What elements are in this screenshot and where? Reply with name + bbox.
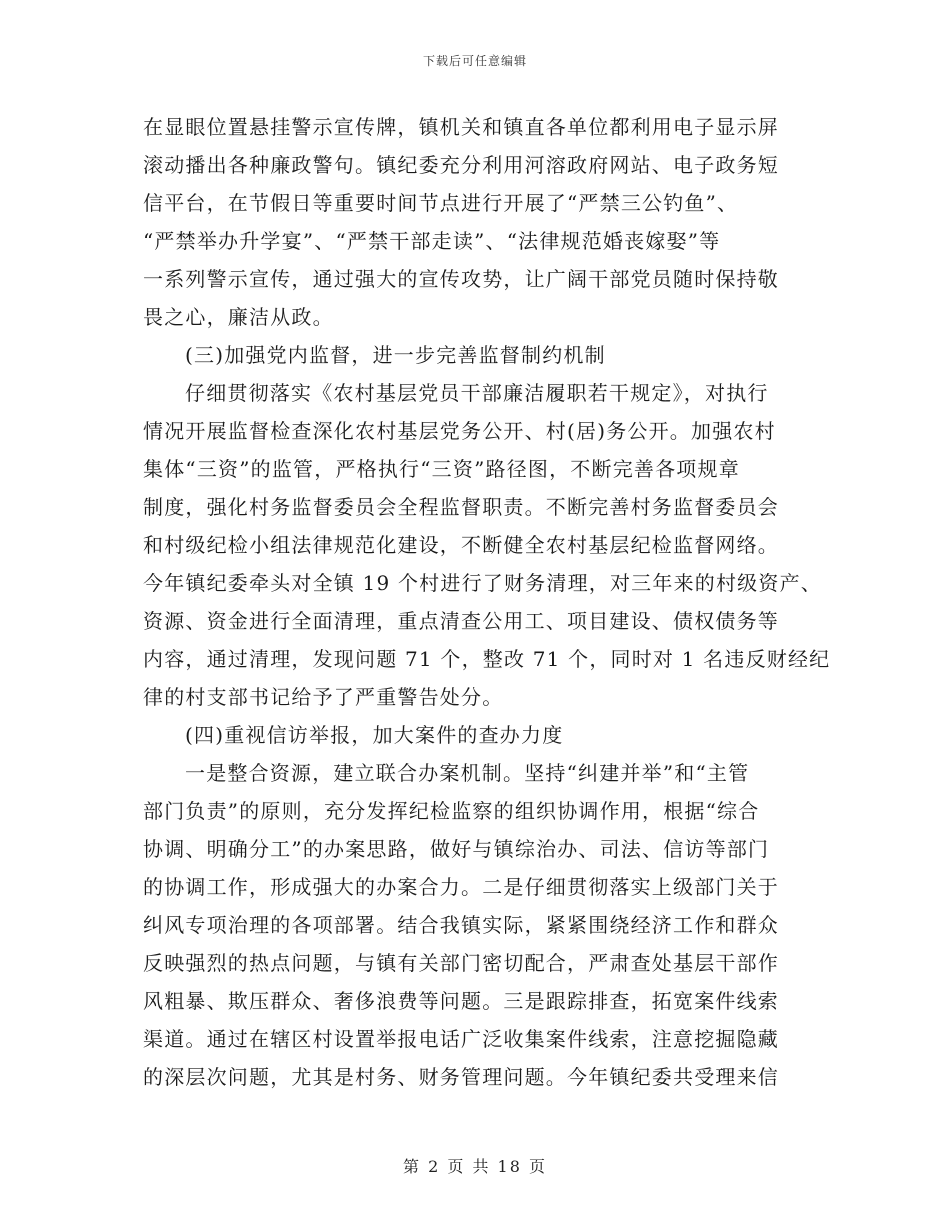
body-line: 资源、资金进行全面清理，重点清查公用工、项目建设、债权债务等 (143, 609, 779, 633)
body-line: “严禁举办升学宴”、“严禁干部走读”、“法律规范婚丧嫁娶”等 (143, 229, 721, 253)
section-heading: (四)重视信访举报，加大案件的查办力度 (185, 723, 564, 747)
page-header: 下载后可任意编辑 (422, 54, 527, 68)
body-line: 在显眼位置悬挂警示宣传牌，镇机关和镇直各单位都利用电子显示屏 (143, 115, 779, 139)
body-line: 滚动播出各种廉政警句。镇纪委充分利用河溶政府网站、电子政务短 (143, 153, 779, 177)
body-line: 的协调工作，形成强大的办案合力。二是仔细贯彻落实上级部门关于 (143, 875, 779, 899)
body-line: 今年镇纪委牵头对全镇 19 个村进行了财务清理，对三年来的村级资产、 (143, 571, 822, 595)
body-line: 风粗暴、欺压群众、奢侈浪费等问题。三是跟踪排查，拓宽案件线索 (143, 989, 779, 1013)
body-line: 纠风专项治理的各项部署。结合我镇实际，紧紧围绕经济工作和群众 (143, 913, 779, 937)
body-line: 律的村支部书记给予了严重警告处分。 (143, 685, 504, 709)
paragraph-first-line: 仔细贯彻落实《农村基层党员干部廉洁履职若干规定》，对执行 (185, 381, 769, 405)
body-line: 畏之心，廉洁从政。 (143, 305, 334, 329)
section-heading: (三)加强党内监督，进一步完善监督制约机制 (185, 343, 606, 367)
body-line: 情况开展监督检查深化农村基层党务公开、村(居)务公开。加强农村 (143, 419, 776, 443)
body-line: 渠道。通过在辖区村设置举报电话广泛收集案件线索，注意挖掘隐藏 (143, 1027, 779, 1051)
document-body (143, 108, 831, 1096)
body-line: 一系列警示宣传，通过强大的宣传攻势，让广阔干部党员随时保持敬 (143, 267, 779, 291)
body-line: 信平台，在节假日等重要时间节点进行开展了“严禁三公钓鱼”、 (143, 191, 739, 215)
body-line: 反映强烈的热点问题，与镇有关部门密切配合，严肃查处基层干部作 (143, 951, 779, 975)
body-line: 协调、明确分工”的办案思路，做好与镇综治办、司法、信访等部门 (143, 837, 770, 861)
body-line: 集体“三资”的监管，严格执行“三资”路径图，不断完善各项规章 (143, 457, 740, 481)
body-line: 内容，通过清理，发现问题 71 个，整改 71 个，同时对 1 名违反财经纪 (143, 647, 831, 671)
body-line: 制度，强化村务监督委员会全程监督职责。不断完善村务监督委员会 (143, 495, 779, 519)
body-line: 部门负责”的原则，充分发挥纪检监察的组织协调作用，根据“综合 (143, 799, 760, 823)
body-line: 和村级纪检小组法律规范化建设，不断健全农村基层纪检监督网络。 (143, 533, 779, 557)
body-line: 的深层次问题，尤其是村务、财务管理问题。今年镇纪委共受理来信 (143, 1065, 779, 1089)
page-number-footer: 第 2 页 共 18 页 (403, 1157, 547, 1176)
paragraph-first-line: 一是整合资源，建立联合办案机制。坚持“纠建并举”和“主管 (185, 761, 750, 785)
